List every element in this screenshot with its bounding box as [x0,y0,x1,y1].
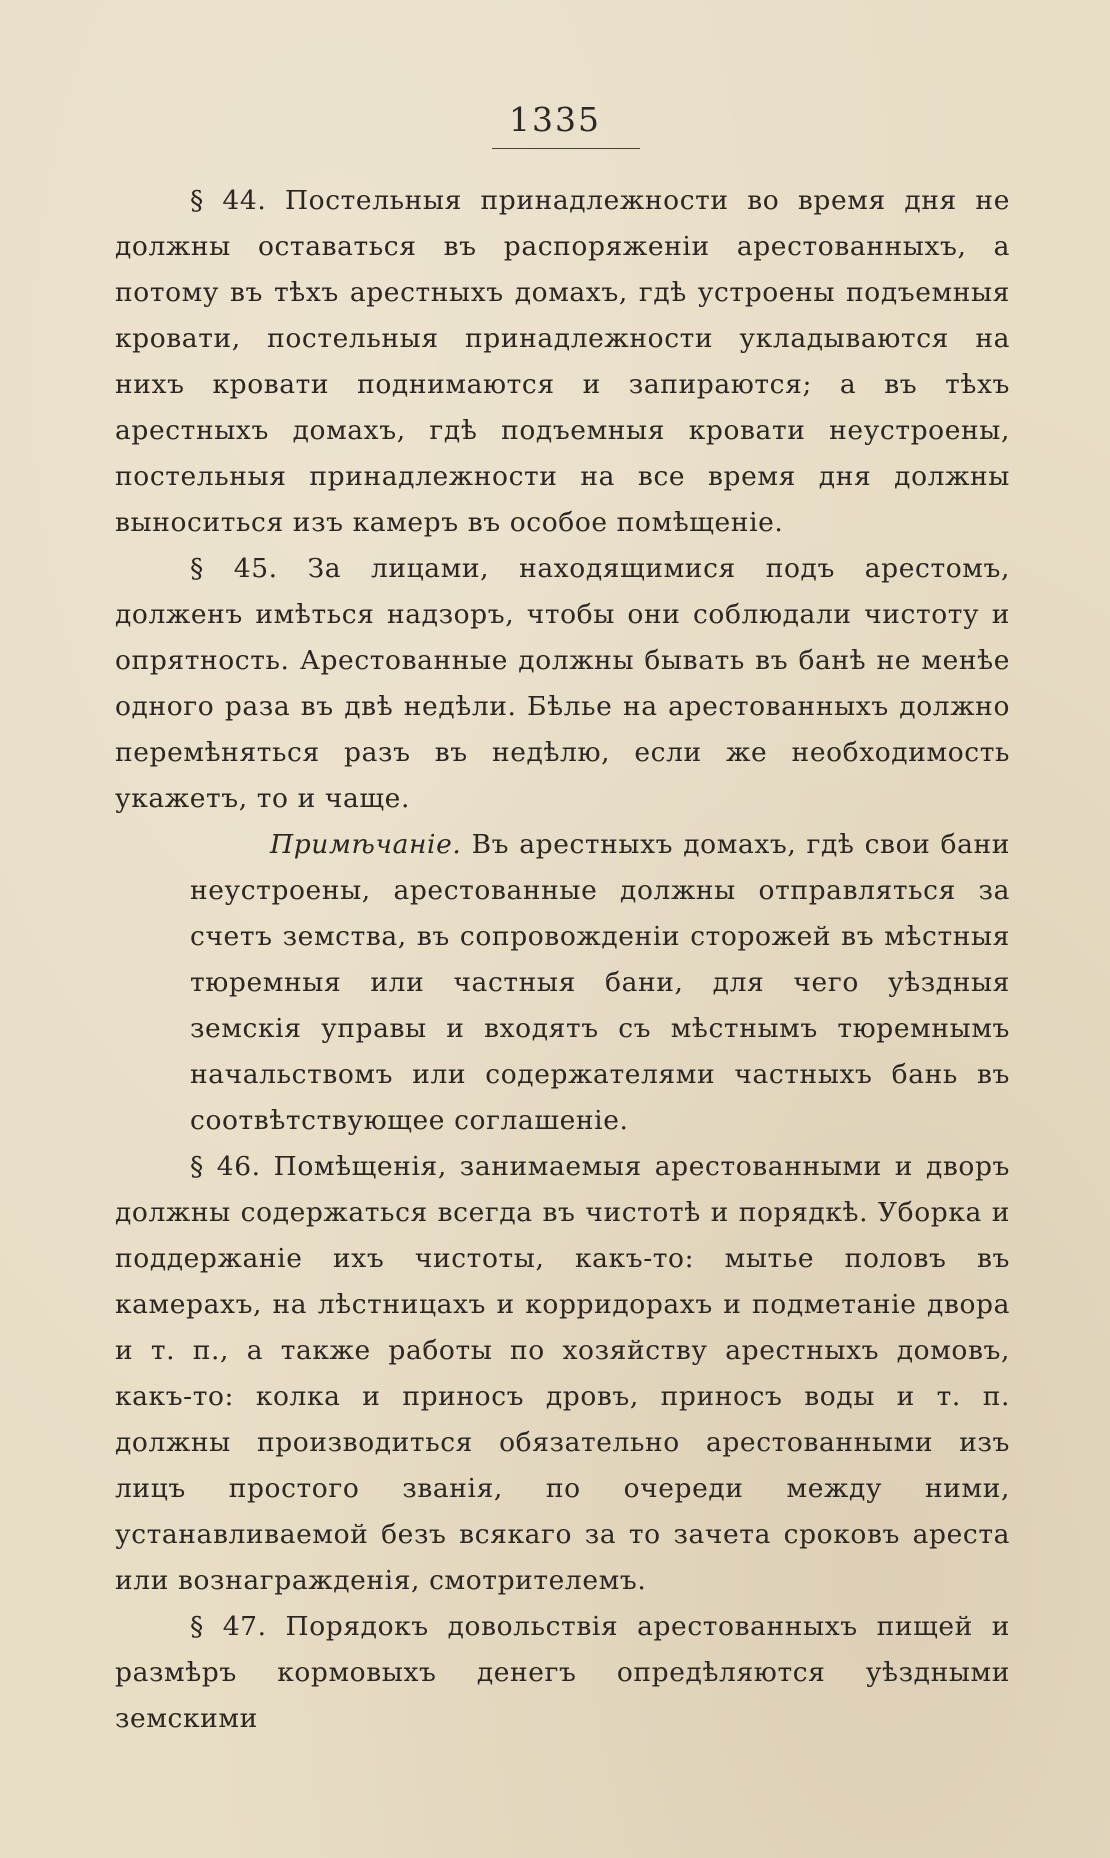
paragraph-text: Постельныя принадлежности во время дня не должны оставаться въ распоряженіи арестованныхъ, а потому въ тѣхъ арестныхъ домахъ, гдѣ устроены подъемныя кровати, постельныя принадлежности укладываются на нихъ кровати поднимаются и запираются; а въ тѣхъ арестныхъ домахъ, гдѣ подъемныя кровати неустроены, постельныя принадлежности на все время дня должны выноситься изъ камеръ въ особое помѣщеніе. [115,185,1010,538]
section-number: § 47. [190,1611,267,1642]
page-text [115,178,1010,1742]
section-number: § 44. [190,185,267,216]
note-label: Примѣчаніе. [270,829,462,860]
header-rule [492,148,640,149]
note-text: Въ арестныхъ домахъ, гдѣ свои бани неустроены, арестованные должны отправляться за счетъ земства, въ сопровожденіи сторожей въ мѣстныя тюремныя или частныя бани, для чего уѣздныя земскія управы и входятъ съ мѣстнымъ тюремнымъ начальствомъ или содержателями частныхъ бань въ соотвѣтствующее соглашеніе. [190,829,1011,1136]
section-number: § 45. [190,553,278,584]
paragraph-text: Порядокъ довольствія арестованныхъ пищей и размѣръ кормовыхъ денегъ опредѣляются уѣздными земскими [115,1611,1010,1734]
paragraph-section-46 [115,1144,1010,1604]
paragraph-text: Помѣщенія, занимаемыя арестованными и дворъ должны содержаться всегда въ чистотѣ и порядкѣ. Уборка и поддержаніе ихъ чистоты, какъ-то: мытье половъ въ камерахъ, на лѣстницахъ и корридорахъ и подметаніе двора и т. п., а также работы по хозяйству арестныхъ домовъ, какъ-то: колка и приносъ дровъ, приносъ воды и т. п. должны производиться обязательно арестованными изъ лицъ простого званія, по очереди между ними, устанавливаемой безъ всякаго за то зачета сроковъ ареста или вознагражденія, смотрителемъ. [115,1151,1010,1596]
paragraph-section-45 [115,546,1010,822]
page-number: 1335 [509,100,601,139]
note-paragraph [190,822,1010,1144]
paragraph-text: За лицами, находящимися подъ арестомъ, долженъ имѣться надзоръ, чтобы они соблюдали чистоту и опрятность. Арестованные должны бывать въ банѣ не менѣе одного раза въ двѣ недѣли. Бѣлье на арестованныхъ должно перемѣняться разъ въ недѣлю, если же необходимость укажетъ, то и чаще. [115,553,1010,814]
section-number: § 46. [190,1151,261,1182]
paragraph-section-44 [115,178,1010,546]
paragraph-section-47 [115,1604,1010,1742]
